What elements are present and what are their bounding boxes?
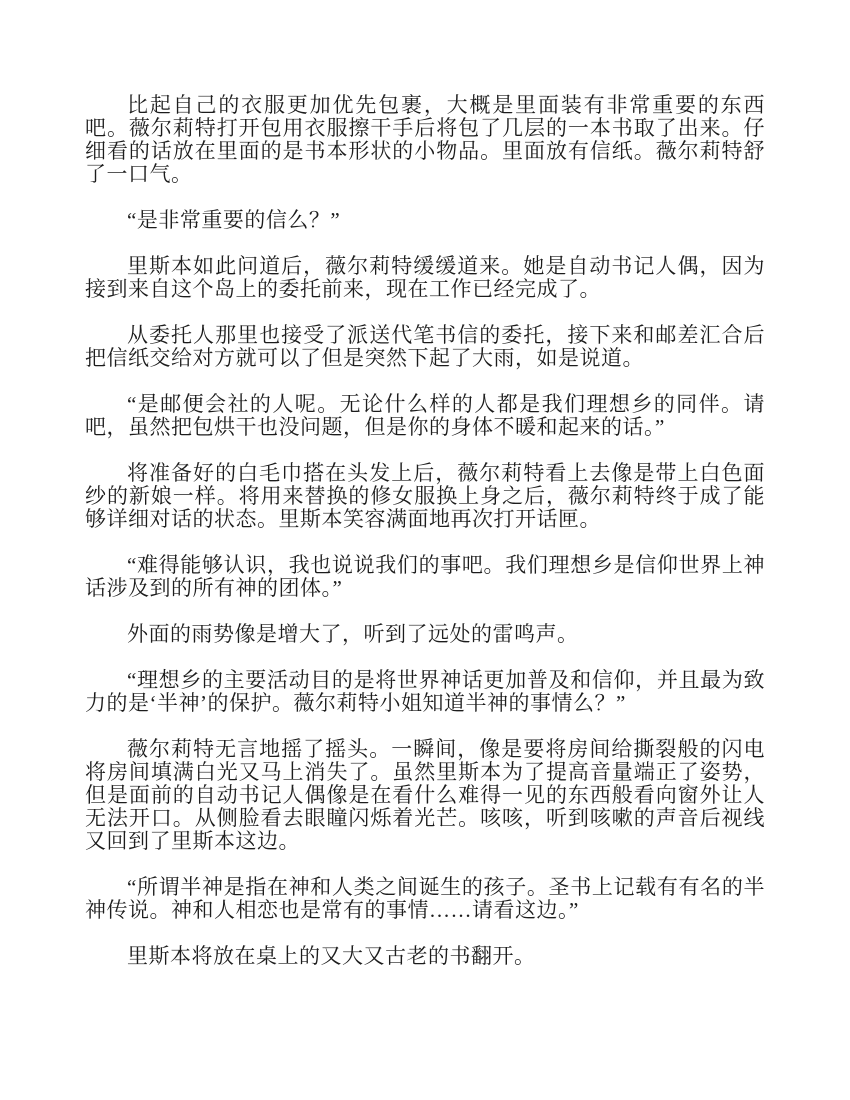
paragraph: “理想乡的主要活动目的是将世界神话更加普及和信仰，并且最为致力的是‘半神’的保护。薇尔莉特小姐知道半神的事情么？” <box>85 668 765 715</box>
paragraph: 里斯本如此问道后，薇尔莉特缓缓道来。她是自动书记人偶，因为接到来自这个岛上的委托前来，现在工作已经完成了。 <box>85 254 765 301</box>
text-column <box>85 94 765 968</box>
paragraph: 里斯本将放在桌上的又大又古老的书翻开。 <box>127 944 536 968</box>
paragraph: “难得能够认识，我也说说我们的事吧。我们理想乡是信仰世界上神话涉及到的所有神的团体。” <box>85 553 765 600</box>
paragraph: 外面的雨势像是增大了，听到了远处的雷鸣声。 <box>127 622 579 646</box>
paragraph: 薇尔莉特无言地摇了摇头。一瞬间，像是要将房间给撕裂般的闪电将房间填满白光又马上消失了。虽然里斯本为了提高音量端正了姿势，但是面前的自动书记人偶像是在看什么难得一见的东西般看向窗外让人无法开口。从侧脸看去眼瞳闪烁着光芒。咳咳，听到咳嗽的声音后视线又回到了里斯本这边。 <box>85 737 765 853</box>
paragraph: “是邮便会社的人呢。无论什么样的人都是我们理想乡的同伴。请吧，虽然把包烘干也没问题，但是你的身体不暖和起来的话。” <box>85 392 765 439</box>
paragraph: 从委托人那里也接受了派送代笔书信的委托，接下来和邮差汇合后把信纸交给对方就可以了但是突然下起了大雨，如是说道。 <box>85 323 765 370</box>
paragraph: 将准备好的白毛巾搭在头发上后，薇尔莉特看上去像是带上白色面纱的新娘一样。将用来替换的修女服换上身之后，薇尔莉特终于成了能够详细对话的状态。里斯本笑容满面地再次打开话匣。 <box>85 461 765 531</box>
paragraph: “是非常重要的信么？” <box>127 208 341 232</box>
paragraph: “所谓半神是指在神和人类之间诞生的孩子。圣书上记载有有名的半神传说。神和人相恋也是常有的事情……请看这边。” <box>85 875 765 922</box>
paragraph: 比起自己的衣服更加优先包裹，大概是里面装有非常重要的东西吧。薇尔莉特打开包用衣服擦干手后将包了几层的一本书取了出来。仔细看的话放在里面的是书本形状的小物品。里面放有信纸。薇尔莉特舒了一口气。 <box>85 93 765 186</box>
